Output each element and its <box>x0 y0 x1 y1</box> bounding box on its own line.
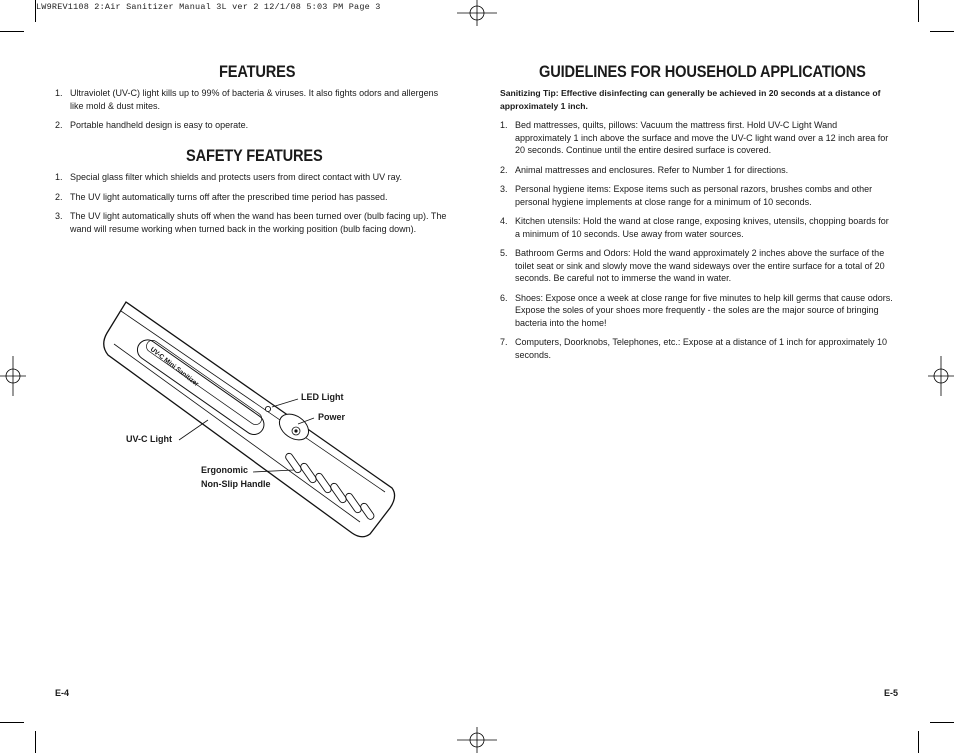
item-text: Computers, Doorknobs, Telephones, etc.: Expose at a distance of 1 inch for approximately 10 seconds. <box>515 337 888 360</box>
sanitizing-tip: Sanitizing Tip: Effective disinfecting can generally be achieved in 20 seconds at a distance of approximately 1 inch. <box>500 88 881 111</box>
item-text: The UV light automatically shuts off when the wand has been turned over (bulb facing up). The wand will resume working when turned back in the working position (bulb facing down). <box>70 211 447 234</box>
item-number: 2. <box>55 120 63 130</box>
item-text: Shoes: Expose once a week at close range for five minutes to help kill germs that cause odors. Expose the soles of your shoes more frequently - the soles are the major source of bringing bacteria into the home! <box>515 292 893 328</box>
item-text: Bed mattresses, quilts, pillows: Vacuum the mattress first. Hold UV-C Light Wand approximately 1 inch above the surface and move the UV-C light wand over a 12 inch area for 20 seconds. Continue until the entire desired surface is covered. <box>515 120 889 155</box>
item-number: 6. <box>500 292 508 303</box>
list-item <box>500 336 895 361</box>
safety-features-heading: SAFETY FEATURES <box>186 146 323 165</box>
item-text: Portable handheld design is easy to operate. <box>70 120 249 130</box>
item-number: 4. <box>500 216 508 226</box>
led-leader-line <box>272 399 298 407</box>
handle-label <box>201 464 271 490</box>
item-number: 1. <box>55 172 63 182</box>
item-number: 1. <box>500 120 508 130</box>
uvc-leader-line <box>179 420 208 440</box>
item-number: 7. <box>500 337 508 347</box>
list-item <box>500 247 895 285</box>
list-item <box>500 183 895 208</box>
item-number: 2. <box>500 164 508 175</box>
list-item <box>500 164 895 177</box>
led-light-dot <box>265 406 270 411</box>
features-heading: FEATURES <box>219 62 296 81</box>
item-text: Personal hygiene items: Expose items such as personal razors, brushes combs and other personal hygiene implements at close range for a minimum of 10 seconds. <box>515 184 873 207</box>
item-number: 5. <box>500 248 508 258</box>
item-text: Special glass filter which shields and protects users from direct contact with UV ray. <box>70 172 402 182</box>
guidelines-list <box>500 119 895 368</box>
item-text: The UV light automatically turns off after the prescribed time period has passed. <box>70 191 388 202</box>
item-text: Animal mattresses and enclosures. Refer to Number 1 for directions. <box>515 164 789 175</box>
item-number: 1. <box>55 88 63 98</box>
handle-label-line1: Ergonomic <box>201 465 249 475</box>
guidelines-heading: GUIDELINES FOR HOUSEHOLD APPLICATIONS <box>539 62 866 81</box>
item-number: 2. <box>55 191 63 202</box>
print-slug: LW9REV1108 2:Air Sanitizer Manual 3L ver 2 12/1/08 5:03 PM Page 3 <box>36 2 381 12</box>
list-item <box>500 292 895 330</box>
page-number-right: E-5 <box>884 688 899 698</box>
led-light-label: LED Light <box>301 392 344 402</box>
list-item <box>500 215 895 240</box>
power-label: Power <box>318 412 346 422</box>
handle-label-line2: Non-Slip Handle <box>201 478 271 489</box>
item-text: Kitchen utensils: Hold the wand at close range, exposing knives, utensils, chopping boards for a minimum of 10 seconds. Use away from water sources. <box>515 216 889 239</box>
list-item <box>500 119 895 157</box>
item-number: 3. <box>500 184 508 194</box>
item-number: 3. <box>55 211 63 221</box>
page-number-left: E-4 <box>55 688 70 698</box>
uvc-light-label: UV-C Light <box>126 434 172 444</box>
device-print-text: UV-C Mini Sanitizer <box>148 346 200 389</box>
item-text: Bathroom Germs and Odors: Hold the wand approximately 2 inches above the surface of the toilet seat or sink and slowly move the wand sideways over the entire surface for a total of 20 seconds. Be careful not to immerse the wand in water. <box>515 248 885 283</box>
item-text: Ultraviolet (UV-C) light kills up to 99% of bacteria & viruses. It also fights odors and allergens like mold & dust mites. <box>70 88 439 111</box>
